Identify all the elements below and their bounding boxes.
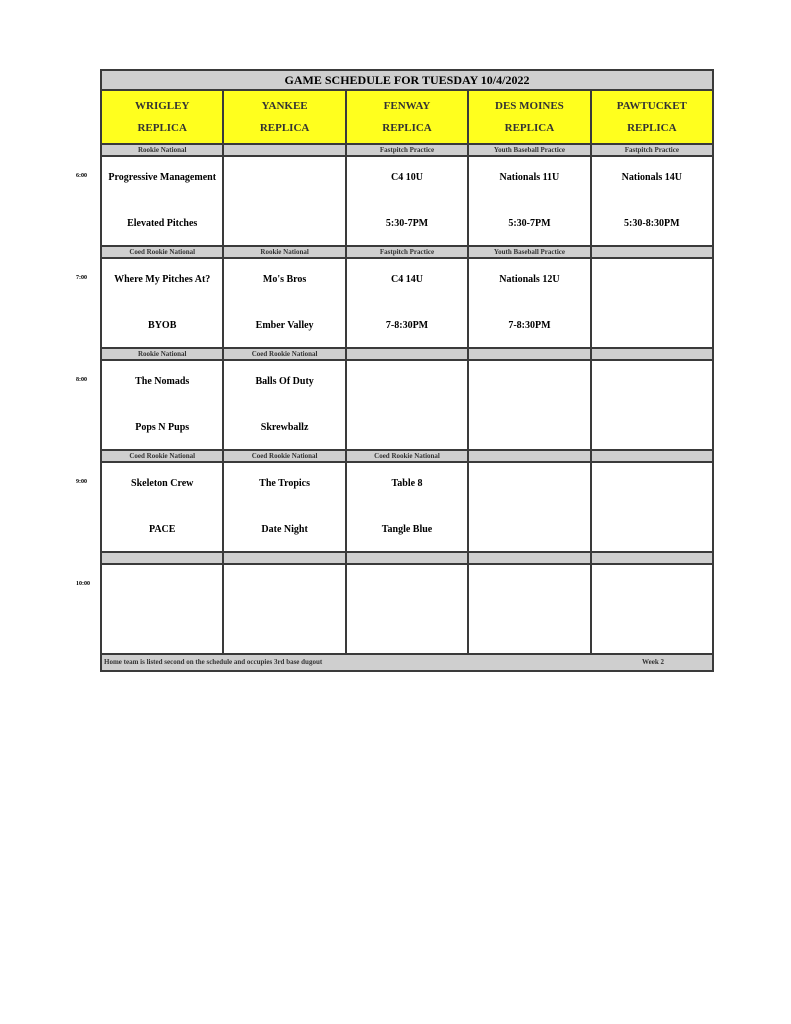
division-row — [102, 247, 712, 259]
team-home: 7-8:30PM — [508, 320, 551, 331]
division-label: Fastpitch Practice — [624, 146, 679, 154]
division-row — [102, 349, 712, 361]
division-label: Youth Baseball Practice — [469, 247, 591, 257]
team-away: Balls Of Duty — [255, 376, 314, 387]
time-label: 8:00 — [76, 377, 87, 383]
field-name: YANKEE — [261, 100, 308, 112]
field-sub: REPLICA — [259, 122, 310, 134]
time-label: 10:00 — [76, 581, 90, 587]
field-sub: REPLICA — [627, 122, 677, 134]
team-home: 5:30-7PM — [508, 218, 551, 229]
field-sub: REPLICA — [137, 122, 187, 134]
game-cell — [347, 463, 469, 551]
division-label — [469, 451, 591, 461]
team-home: 7-8:30PM — [385, 320, 429, 331]
division-label: Youth Baseball Practice — [469, 145, 591, 155]
division-label — [592, 553, 712, 563]
game-cell — [102, 565, 224, 653]
game-cell — [102, 361, 224, 449]
field-sub: REPLICA — [382, 122, 432, 134]
division-label — [592, 247, 712, 257]
team-away: The Tropics — [259, 478, 311, 489]
division-label — [224, 553, 346, 563]
division-row — [102, 553, 712, 565]
division-row — [102, 451, 712, 463]
team-home: 5:30-7PM — [385, 218, 429, 229]
division-row — [102, 145, 712, 157]
team-away: Skeleton Crew — [131, 478, 194, 489]
team-home: Date Night — [261, 524, 308, 535]
division-label — [347, 349, 469, 359]
division-label: Coed Rookie National — [102, 451, 224, 461]
division-label: Fastpitch Practice — [347, 247, 469, 257]
game-row — [102, 259, 712, 349]
game-cell — [592, 361, 712, 449]
time-label: 7:00 — [76, 275, 87, 281]
game-cell — [347, 259, 469, 347]
field-header-row — [102, 91, 712, 145]
team-home: Ember Valley — [255, 320, 314, 331]
team-away: The Nomads — [135, 376, 190, 387]
field-header-yankee — [224, 91, 346, 143]
game-cell — [102, 157, 224, 245]
division-label — [469, 553, 591, 563]
team-home: Elevated Pitches — [127, 218, 198, 229]
game-cell — [347, 157, 469, 245]
team-away: C4 10U — [391, 172, 423, 183]
game-cell — [102, 463, 224, 551]
footer-row — [102, 655, 712, 670]
game-cell — [347, 361, 469, 449]
game-cell — [469, 565, 591, 653]
game-cell — [469, 259, 591, 347]
game-cell — [469, 361, 591, 449]
team-away: Nationals 12U — [499, 274, 560, 285]
field-sub: REPLICA — [504, 122, 555, 134]
game-cell — [102, 259, 224, 347]
team-home: PACE — [148, 524, 176, 535]
game-cell — [224, 361, 346, 449]
field-header-wrigley — [102, 91, 224, 143]
game-cell — [592, 463, 712, 551]
game-cell — [224, 565, 346, 653]
game-cell — [469, 463, 591, 551]
game-cell — [469, 157, 591, 245]
field-name: PAWTUCKET — [616, 100, 687, 112]
schedule-title: GAME SCHEDULE FOR TUESDAY 10/4/2022 — [102, 71, 712, 91]
field-header-fenway — [347, 91, 469, 143]
week-label: Week 2 — [642, 658, 664, 666]
division-label — [592, 451, 712, 461]
team-home: 5:30-8:30PM — [624, 218, 680, 229]
division-label: Rookie National — [102, 349, 224, 359]
division-label: Rookie National — [224, 247, 346, 257]
schedule-table — [100, 69, 714, 672]
time-label: 9:00 — [76, 479, 87, 485]
division-label: Coed Rookie National — [102, 247, 224, 257]
game-cell — [592, 565, 712, 653]
division-label: Coed Rookie National — [224, 349, 346, 359]
team-away: Mo's Bros — [262, 274, 307, 285]
home-team-note: Home team is listed second on the schedule and occupies 3rd base dugout — [104, 658, 323, 666]
team-away: Nationals 11U — [499, 172, 560, 183]
division-label: Rookie National — [102, 145, 224, 155]
division-label: Coed Rookie National — [347, 451, 469, 461]
field-name: WRIGLEY — [135, 100, 190, 112]
division-label: Coed Rookie National — [224, 451, 346, 461]
game-row — [102, 565, 712, 655]
division-label: Fastpitch Practice — [347, 145, 469, 155]
team-away: Where My Pitches At? — [114, 274, 211, 285]
division-label — [102, 553, 224, 563]
division-label — [347, 553, 469, 563]
game-cell — [224, 259, 346, 347]
time-label: 6:00 — [76, 173, 87, 179]
field-name: DES MOINES — [495, 100, 564, 112]
game-row — [102, 157, 712, 247]
division-label — [592, 349, 712, 359]
game-cell — [592, 259, 712, 347]
game-cell — [224, 157, 346, 245]
game-cell — [592, 157, 712, 245]
division-label — [469, 349, 591, 359]
game-row — [102, 463, 712, 553]
game-cell — [224, 463, 346, 551]
team-home: BYOB — [148, 320, 177, 331]
game-cell — [347, 565, 469, 653]
field-header-pawtucket — [592, 91, 712, 143]
team-away: Progressive Management — [108, 172, 217, 183]
team-home: Tangle Blue — [381, 524, 433, 535]
field-name: FENWAY — [383, 100, 431, 112]
field-header-des-moines — [469, 91, 591, 143]
team-home: Pops N Pups — [135, 422, 190, 433]
division-label — [224, 145, 346, 155]
team-away: Table 8 — [391, 478, 423, 489]
team-home: Skrewballz — [260, 422, 309, 433]
game-row — [102, 361, 712, 451]
team-away: C4 14U — [391, 274, 423, 285]
team-away: Nationals 14U — [621, 172, 682, 183]
